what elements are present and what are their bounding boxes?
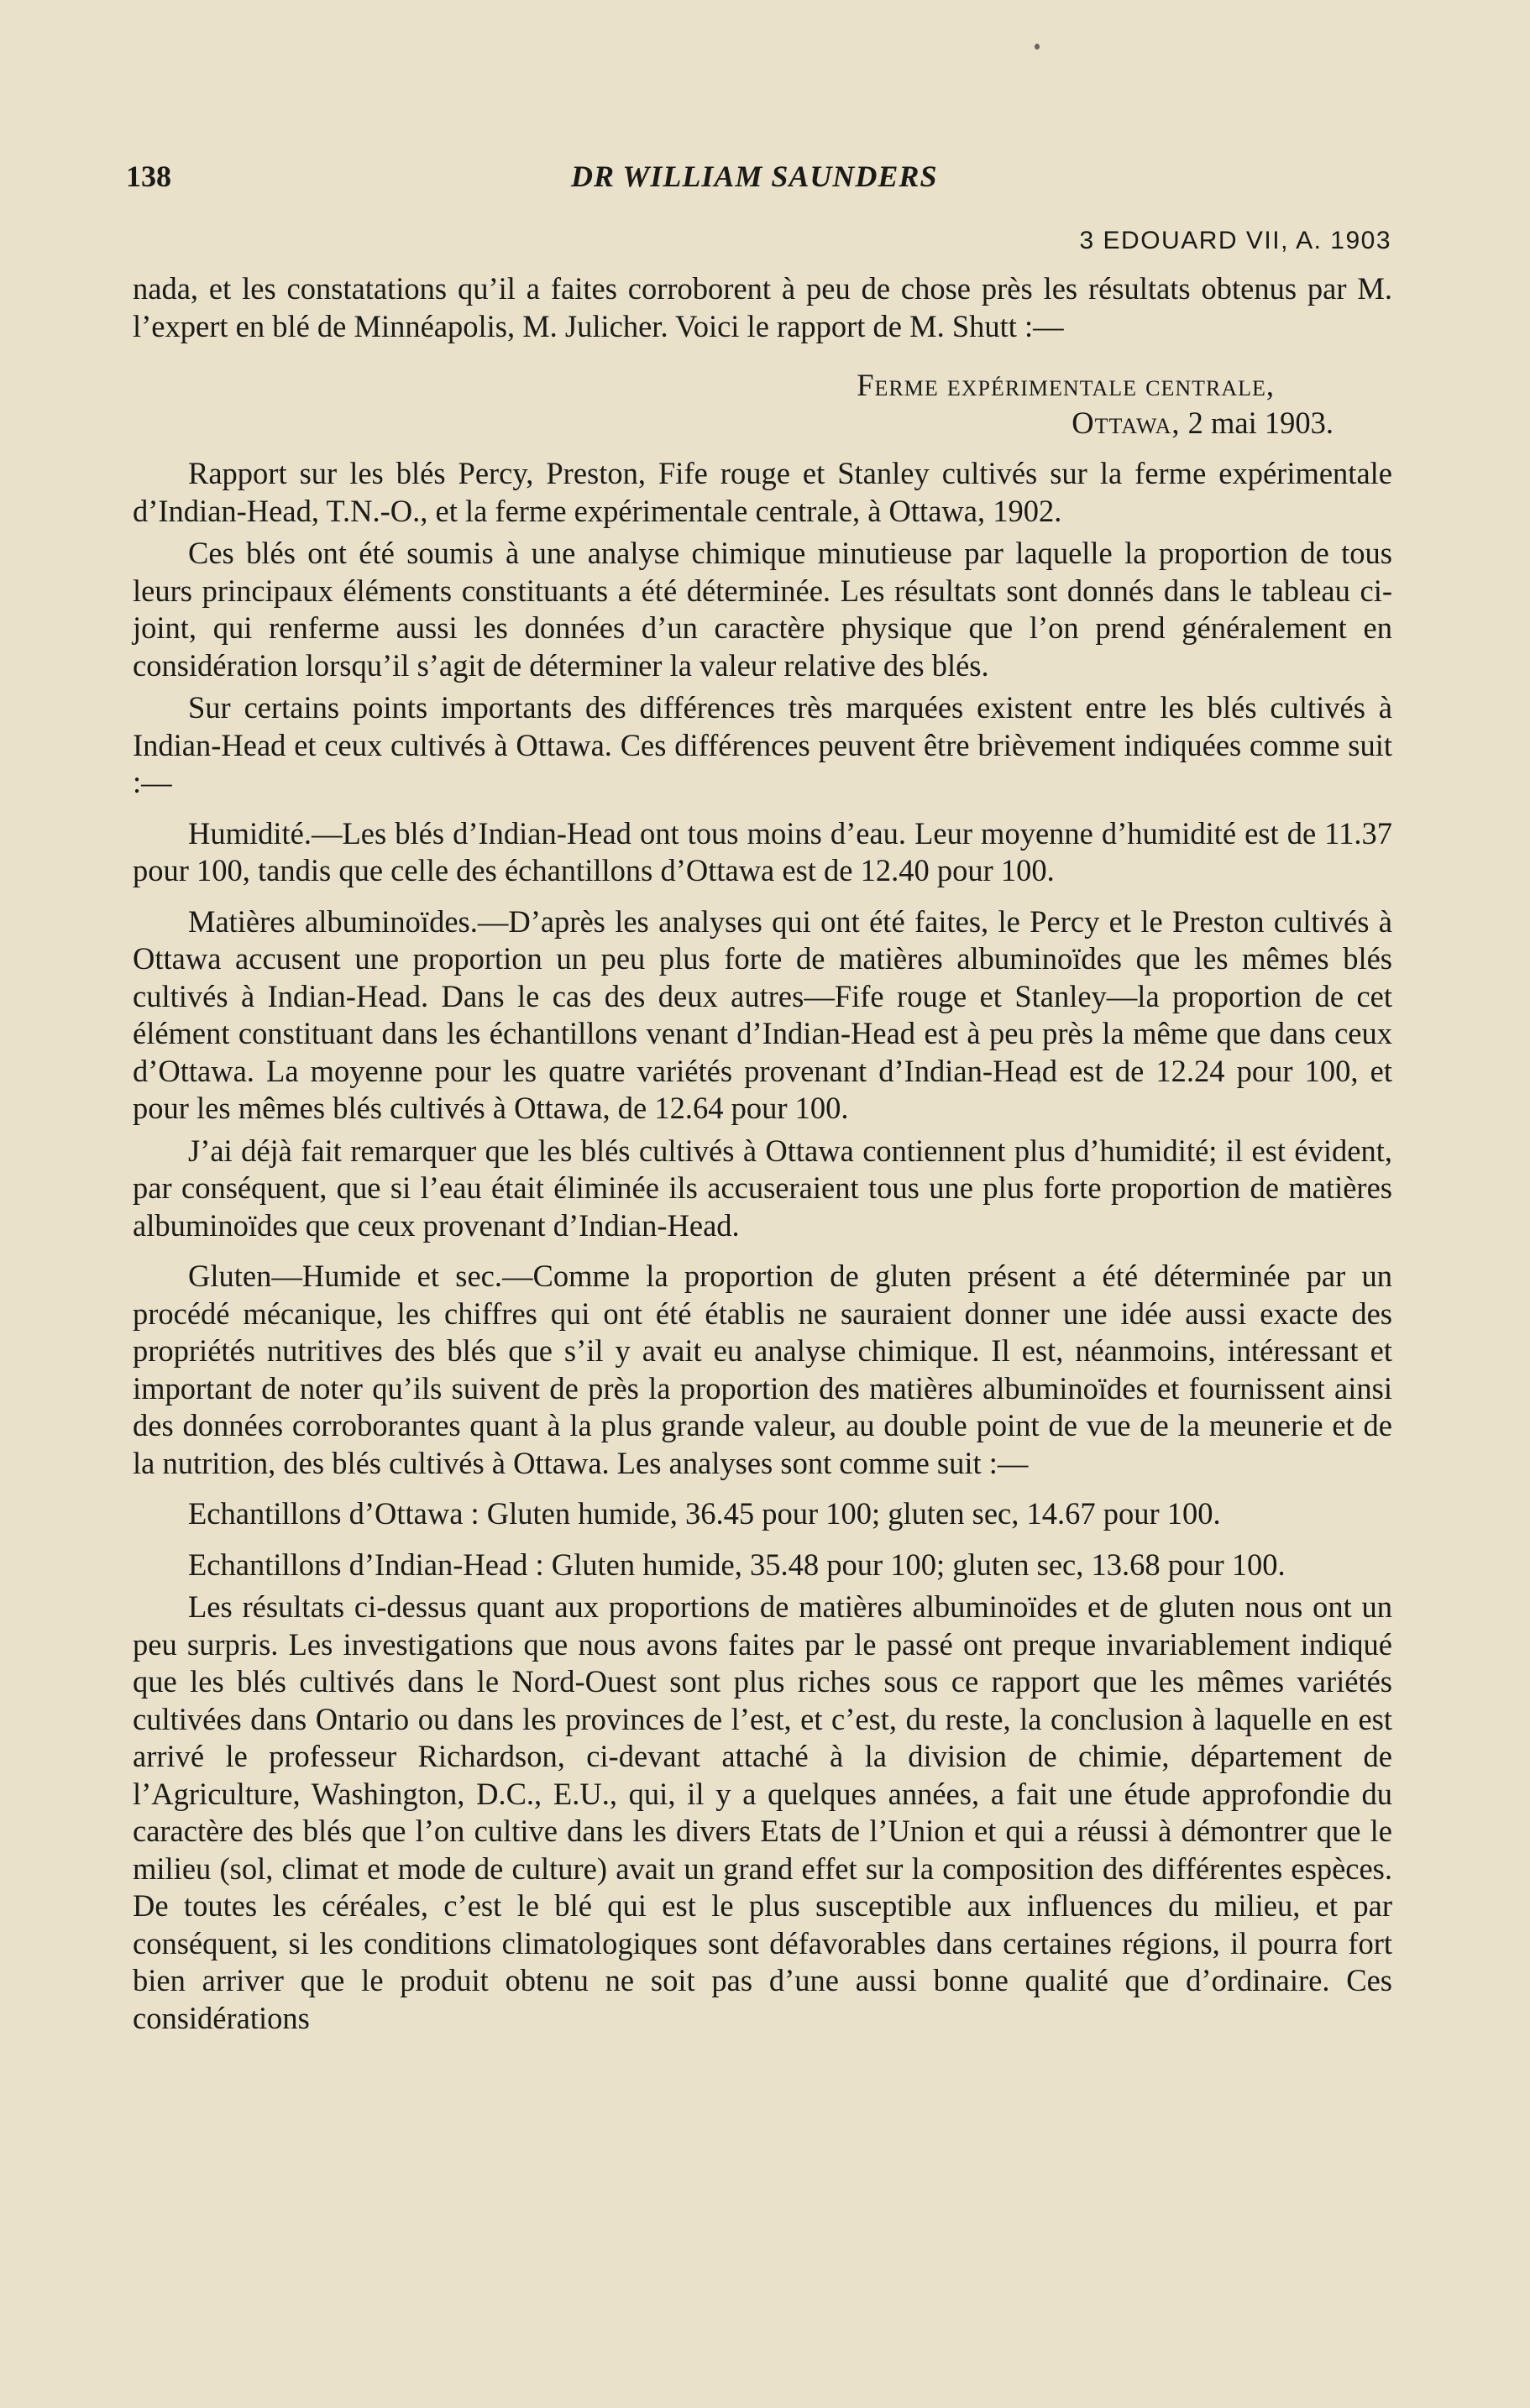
- paragraph-differences: Sur certains points importants des différences très marquées existent entre les blés cultivés à Indian-Head et ceux cultivés à Ottawa. Ces différences peuvent être brièvement indiquées comme suit :—: [133, 690, 1392, 799]
- session-label: 3 EDOUARD VII, A. 1903: [1079, 227, 1391, 254]
- paragraph-remark: J’ai déjà fait remarquer que les blés cultivés à Ottawa contiennent plus d’humidité; il est évident, par conséquent, que si l’eau était éliminée ils accuseraient tous une plus forte proportion de matières albuminoïdes que ceux provenant d’Indian-Head.: [133, 1133, 1392, 1243]
- ink-speck: [1035, 44, 1040, 50]
- paragraph-indian-head-samples: Echantillons d’Indian-Head : Gluten humide, 35.48 pour 100; gluten sec, 13.68 pour 100.: [188, 1547, 1286, 1582]
- paragraph-albuminoids: Matières albuminoïdes.—D’après les analyses qui ont été faites, le Percy et le Preston cultivés à Ottawa accusent une proportion un peu plus forte de matières albuminoïdes que les mêmes blés cultivés à Indian-Head. Dans le cas des deux autres—Fife rouge et Stanley—la proportion de cet élément constituant dans les échantillons venant d’Indian-Head est à peu près la même que dans ceux d’Ottawa. La moyenne pour les quatre variétés provenant d’Indian-Head est de 12.24 pour 100, et pour les mêmes blés cultivés à Ottawa, de 12.64 pour 100.: [133, 903, 1392, 1125]
- paragraph-report-title: Rapport sur les blés Percy, Preston, Fife rouge et Stanley cultivés sur la ferme expérimentale d’Indian-Head, T.N.-O., et la ferme expérimentale centrale, à Ottawa, 1902.: [133, 456, 1392, 528]
- paragraph-analysis: Ces blés ont été soumis à une analyse chimique minutieuse par laquelle la proportion de tous leurs principaux éléments constituants a été déterminée. Les résultats sont donnés dans le tableau ci-joint, qui renferme aussi les données d’un caractère physique que l’on prend généralement en considération lorsqu’il s’agit de déterminer la valeur relative des blés.: [133, 536, 1392, 683]
- running-title: DR WILLIAM SAUNDERS: [571, 160, 938, 193]
- paragraph-humidity: Humidité.—Les blés d’Indian-Head ont tous moins d’eau. Leur moyenne d’humidité est de 11.37 pour 100, tandis que celle des échantillons d’Ottawa est de 12.40 pour 100.: [133, 815, 1392, 887]
- letter-heading-institution: Ferme expérimentale centrale,: [857, 368, 1275, 402]
- letter-heading-date: 2 mai 1903.: [1187, 405, 1334, 440]
- page-header: [126, 158, 1402, 196]
- paragraph-gluten: Gluten—Humide et sec.—Comme la proportion de gluten présent a été déterminée par un procédé mécanique, les chiffres qui ont été établis ne sauraient donner une idée aussi exacte des propriétés nutritives des blés que s’il y avait eu analyse chimique. Il est, néanmoins, intéressant et important de noter qu’ils suivent de près la proportion des matières albuminoïdes et fournissent ainsi des données corroborantes quant à la plus grande valeur, au double point de vue de la meunerie et de la nutrition, des blés cultivés à Ottawa. Les analyses sont comme suit :—: [133, 1259, 1392, 1480]
- letter-heading-place-date: [133, 405, 1334, 442]
- letter-heading: [133, 367, 1392, 442]
- page-number: 138: [126, 160, 171, 193]
- paragraph-ottawa-samples: Echantillons d’Ottawa : Gluten humide, 36.45 pour 100; gluten sec, 14.67 pour 100.: [188, 1496, 1221, 1531]
- letter-heading-place: Ottawa,: [1072, 405, 1181, 440]
- paragraph-continuation: nada, et les constatations qu’il a faites corroborent à peu de chose près les résultats obtenus par M. l’expert en blé de Minnéapolis, M. Julicher. Voici le rapport de M. Shutt :—: [133, 271, 1392, 343]
- page-body: [133, 270, 1392, 2037]
- paragraph-results: Les résultats ci-dessus quant aux proportions de matières albuminoïdes et de gluten nous ont un peu surpris. Les investigations que nous avons faites par le passé ont preque invariablement indiqué que les blés cultivés dans le Nord-Ouest sont plus riches sous ce rapport que les mêmes variétés cultivées dans Ontario ou dans les provinces de l’est, et c’est, du reste, la conclusion à laquelle en est arrivé le professeur Richardson, ci-devant attaché à la division de chimie, département de l’Agriculture, Washington, D.C., E.U., qui, il y a quelques années, a fait une étude approfondie du caractère des blés que l’on cultive dans les divers Etats de l’Union et qui a réussi à démontrer que le milieu (sol, climat et mode de culture) avait un grand effet sur la composition des différentes espèces. De toutes les céréales, c’est le blé qui est le plus susceptible aux influences du milieu, et par conséquent, si les conditions climatologiques sont défavorables dans certaines régions, il pourra fort bien arriver que le produit obtenu ne soit pas d’une aussi bonne qualité que d’ordinaire. Ces considérations: [133, 1589, 1392, 2035]
